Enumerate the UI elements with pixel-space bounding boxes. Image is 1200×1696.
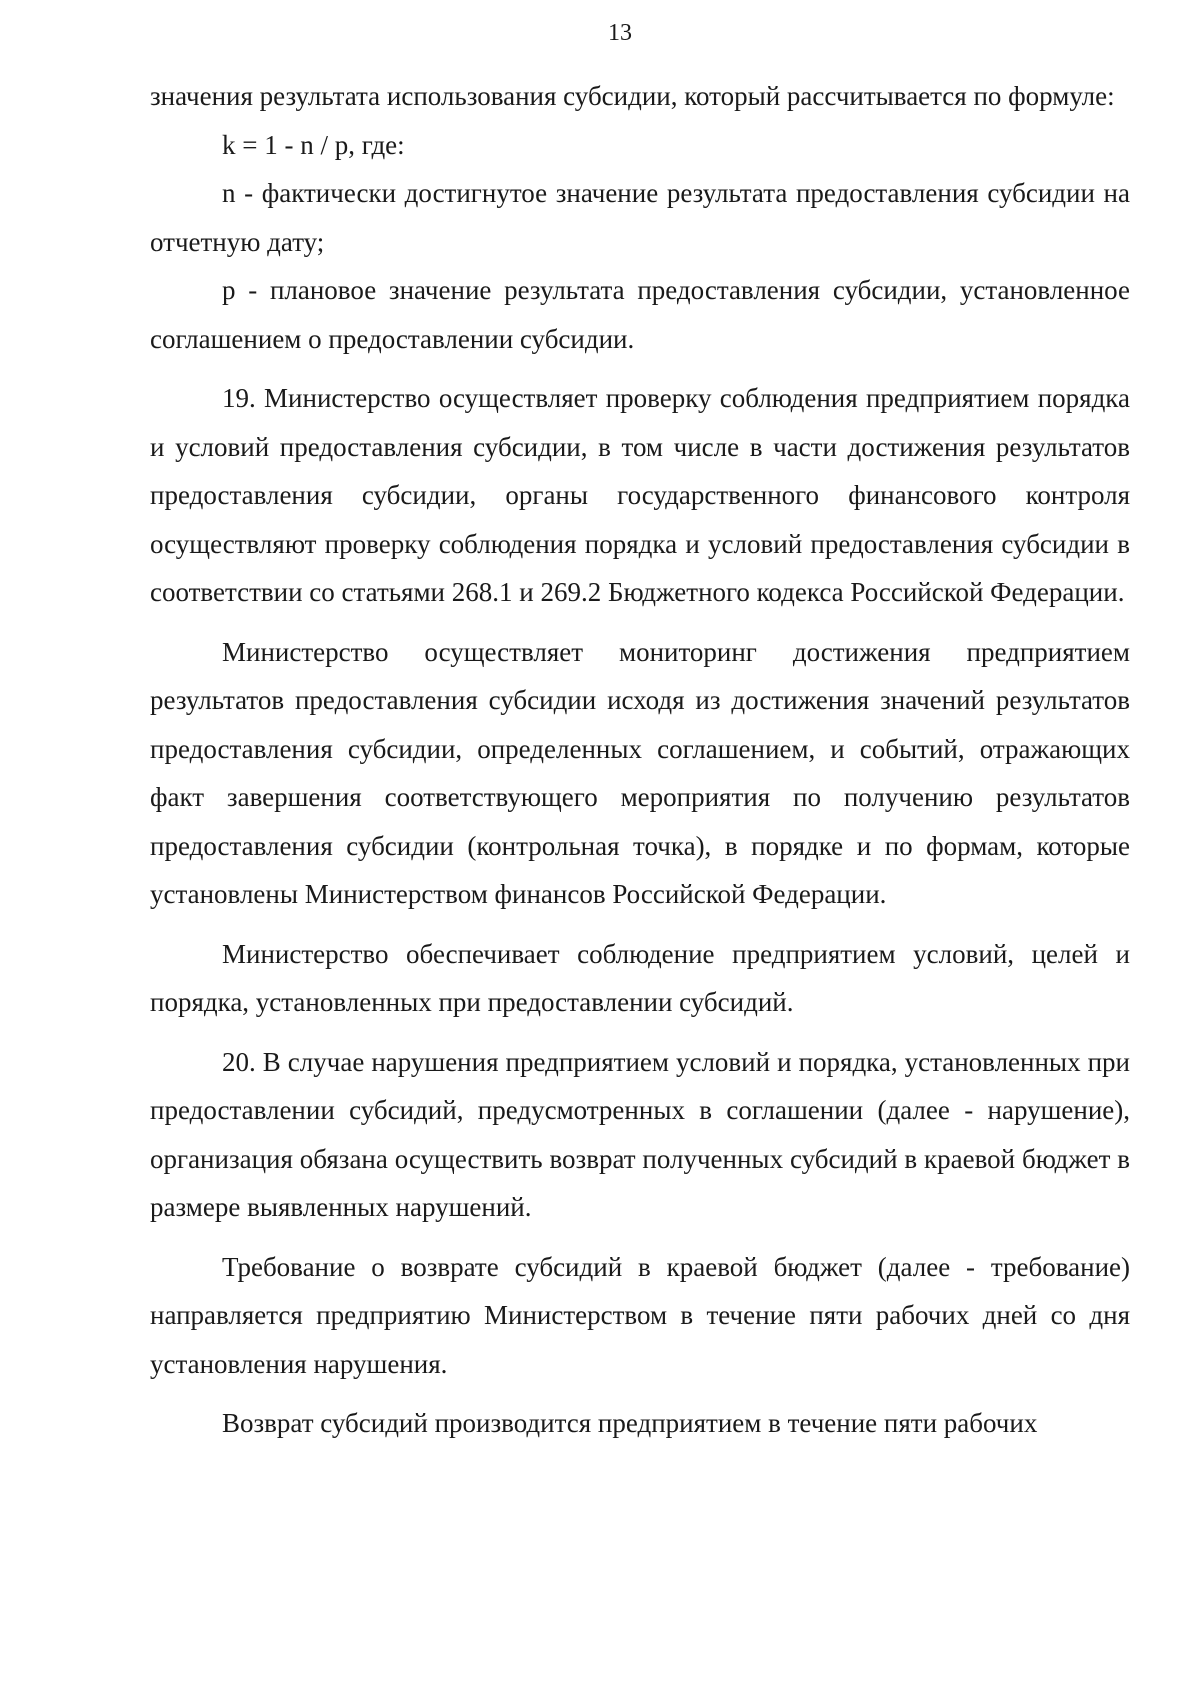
document-body — [150, 72, 1130, 1448]
paragraph-demand: Требование о возврате субсидий в краевой бюджет (далее - требование) направляется предприятию Министерством в течение пяти рабочих дней со дня установления нарушения. — [150, 1251, 1130, 1379]
page-number: 13 — [608, 20, 632, 46]
paragraph-monitoring: Министерство осуществляет мониторинг достижения предприятием результатов предоставления субсидии исходя из достижения значений результатов предоставления субсидии, определенных соглашением, и событий, отражающих факт завершения соответствующего мероприятия по получению результатов предоставления субсидии (контрольная точка), в порядке и по формам, которые установлены Министерством финансов Российской Федерации. — [150, 636, 1130, 909]
paragraph-clause-19: 19. Министерство осуществляет проверку соблюдения предприятием порядка и условий предоставления субсидии, в том числе в части достижения результатов предоставления субсидии, органы государственного финансового контроля осуществляют проверку соблюдения порядка и условий предоставления субсидии в соответствии со статьями 268.1 и 269.2 Бюджетного кодекса Российской Федерации. — [150, 383, 1130, 607]
paragraph-p-definition: p - плановое значение результата предоставления субсидии, установленное соглашением о предоставлении субсидии. — [150, 275, 1130, 354]
paragraph-formula: k = 1 - n / p, где: — [222, 129, 405, 160]
paragraph-clause-20: 20. В случае нарушения предприятием условий и порядка, установленных при предоставлении субсидий, предусмотренных в соглашении (далее - нарушение), организация обязана осуществить возврат полученных субсидий в краевой бюджет в размере выявленных нарушений. — [150, 1046, 1130, 1222]
paragraph-formula-intro: значения результата использования субсидии, который рассчитывается по формуле: — [150, 81, 1115, 111]
paragraph-compliance: Министерство обеспечивает соблюдение предприятием условий, целей и порядка, установленных при предоставлении субсидий. — [150, 938, 1130, 1017]
paragraph-refund: Возврат субсидий производится предприятием в течение пяти рабочих — [222, 1408, 1038, 1438]
paragraph-n-definition: n - фактически достигнутое значение результата предоставления субсидии на отчетную дату; — [150, 178, 1130, 257]
